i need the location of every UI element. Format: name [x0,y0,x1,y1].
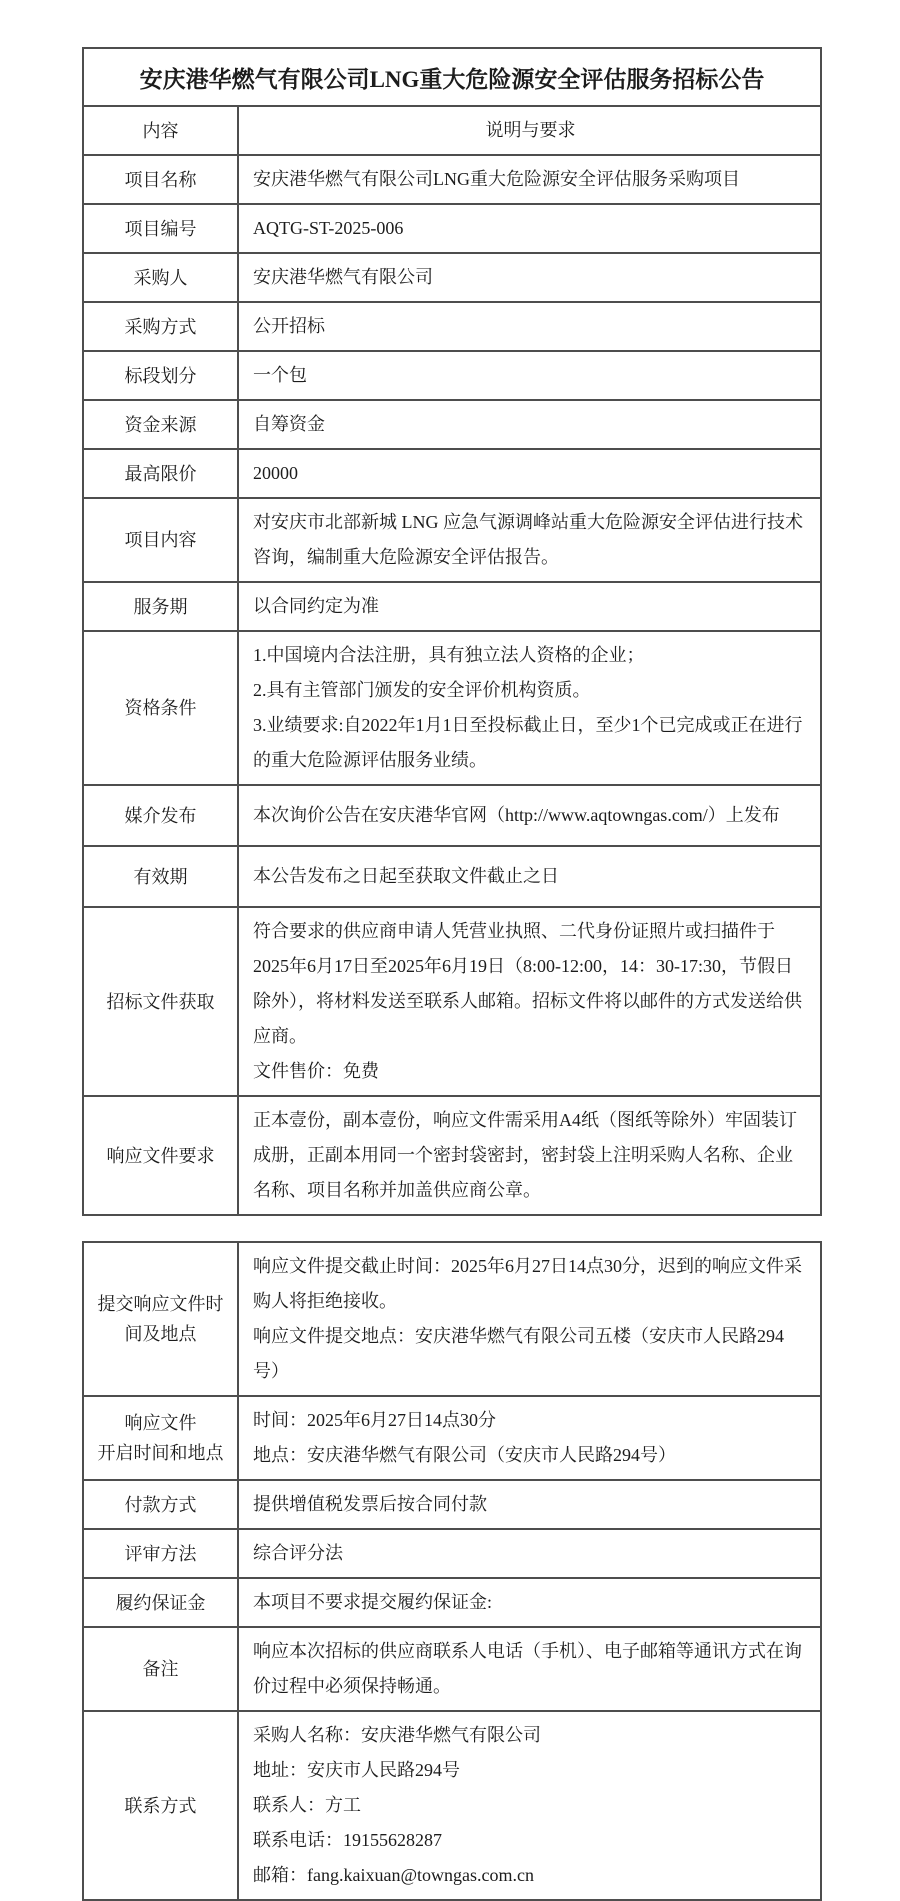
row-label-line: 服务期 [133,596,188,617]
row-content-paragraph: 提供增值税发票后按合同付款 [253,1494,487,1514]
row-content-paragraph: 安庆港华燃气有限公司LNG重大危险源安全评估服务采购项目 [253,169,740,189]
row-label-line: 间及地点 [124,1324,197,1344]
row-label-line: 项目编号 [124,218,197,239]
tender-details-table [82,1241,822,1901]
row-content-paragraph: 本次询价公告在安庆港华官网（http://www.aqtowngas.com/）上发布 [253,805,780,825]
row-label-line: 资格条件 [124,698,197,718]
page-title: 安庆港华燃气有限公司LNG重大危险源安全评估服务招标公告 [139,66,765,92]
table-row [84,1095,820,1214]
table-row [84,1243,820,1395]
row-content-paragraph: 对安庆市北部新城 LNG 应急气源调峰站重大危险源安全评估进行技术咨询，编制重大危险源安全评估报告。 [253,512,803,567]
table-header-row [84,105,820,154]
row-content-paragraph: 20000 [253,463,298,483]
row-content-paragraph: 公开招标 [253,316,325,336]
row-label-line: 提交响应文件时 [97,1294,224,1314]
row-label [84,908,239,1095]
row-label [84,1243,239,1395]
row-label-line: 媒介发布 [124,805,197,826]
header-content-column: 内容 [84,107,239,154]
row-label-line: 开启时间和地点 [97,1443,224,1463]
row-label [84,1097,239,1214]
row-label [84,254,239,301]
row-label-line: 采购方式 [124,316,197,337]
row-content [239,156,820,203]
row-label-line: 标段划分 [124,365,197,386]
row-label-line: 最高限价 [124,463,197,484]
row-label [84,1397,239,1479]
table-row [84,845,820,906]
row-label [84,1628,239,1710]
row-content-paragraph: 一个包 [253,365,307,385]
row-content-paragraph: AQTG-ST-2025-006 [253,218,404,238]
row-content-paragraph: 联系人：方工 [253,1795,361,1815]
row-content-paragraph: 联系电话：19155628287 [253,1830,442,1850]
table-row [84,154,820,203]
row-content [239,908,820,1095]
row-content-paragraph: 时间：2025年6月27日14点30分 [253,1410,496,1430]
row-content-paragraph: 3.业绩要求:自2022年1月1日至投标截止日，至少1个已完成或正在进行的重大危险源评估服务业绩。 [253,715,803,770]
row-content-paragraph: 2.具有主管部门颁发的安全评价机构资质。 [253,680,591,700]
row-content-paragraph: 响应文件提交地点：安庆港华燃气有限公司五楼（安庆市人民路294号） [253,1326,784,1381]
table-row [84,497,820,581]
row-content [239,1530,820,1577]
row-label [84,499,239,581]
header-description-column: 说明与要求 [485,120,576,140]
row-label [84,1530,239,1577]
row-label [84,632,239,784]
row-label [84,401,239,448]
row-label [84,1712,239,1899]
table-row [84,301,820,350]
row-label [84,352,239,399]
row-content-paragraph: 安庆港华燃气有限公司 [253,267,433,287]
row-label-line: 评审方法 [124,1543,197,1564]
table-row [84,1479,820,1528]
row-label-line: 备注 [142,1659,179,1679]
row-content [239,205,820,252]
row-content-paragraph: 文件售价：免费 [253,1061,379,1081]
row-label-line: 项目名称 [124,169,197,190]
row-content [239,1397,820,1479]
table-row [84,203,820,252]
table1-rows [84,154,820,1214]
row-label-line: 联系方式 [124,1795,197,1816]
row-content [239,583,820,630]
row-label-line: 资金来源 [124,414,197,435]
row-content-paragraph: 综合评分法 [253,1543,343,1563]
row-label-line: 有效期 [133,866,188,887]
row-label-line: 项目内容 [124,530,197,550]
row-label-line: 付款方式 [124,1494,197,1515]
row-label-line: 响应文件要求 [106,1145,215,1166]
row-content [239,352,820,399]
row-label-line: 采购人 [133,267,188,288]
row-content [239,303,820,350]
row-content-paragraph: 采购人名称：安庆港华燃气有限公司 [253,1725,541,1745]
row-content-paragraph: 响应文件提交截止时间：2025年6月27日14点30分，迟到的响应文件采购人将拒绝接收。 [253,1256,802,1311]
row-label [84,303,239,350]
row-content [239,401,820,448]
row-content-paragraph: 地点：安庆港华燃气有限公司（安庆市人民路294号） [253,1445,676,1465]
row-label-line: 响应文件 [124,1413,197,1433]
row-content-paragraph: 1.中国境内合法注册，具有独立法人资格的企业； [253,645,645,665]
tender-announcement-table [82,47,822,1216]
table-row [84,1395,820,1479]
row-label [84,1579,239,1626]
table-row [84,1710,820,1899]
row-content [239,1579,820,1626]
row-content [239,450,820,497]
row-content [239,847,820,906]
table-row [84,581,820,630]
table-row [84,399,820,448]
row-label [84,847,239,906]
row-content [239,254,820,301]
row-label [84,156,239,203]
row-content-paragraph: 邮箱：fang.kaixuan@towngas.com.cn [253,1865,535,1885]
table-row [84,350,820,399]
row-content-paragraph: 响应本次招标的供应商联系人电话（手机）、电子邮箱等通讯方式在询价过程中必须保持畅通。 [253,1641,802,1696]
table-row [84,1577,820,1626]
row-content-paragraph: 符合要求的供应商申请人凭营业执照、二代身份证照片或扫描件于2025年6月17日至2025年6月19日（8:00-12:00，14：30-17:30，节假日除外），将材料发送至联系人邮箱。招标文件将以邮件的方式发送给供应商。 [253,921,802,1046]
table-row [84,906,820,1095]
row-content-paragraph: 地址：安庆市人民路294号 [253,1760,460,1780]
row-content [239,499,820,581]
row-label [84,786,239,845]
row-content-paragraph: 正本壹份，副本壹份，响应文件需采用A4纸（图纸等除外）牢固装订成册，正副本用同一个密封袋密封，密封袋上注明采购人名称、企业名称、项目名称并加盖供应商公章。 [253,1110,797,1200]
row-content [239,1243,820,1395]
row-label [84,583,239,630]
row-label-line: 招标文件获取 [106,991,215,1012]
row-label [84,1481,239,1528]
row-label [84,205,239,252]
row-label-line: 履约保证金 [115,1592,206,1613]
table-row [84,252,820,301]
row-content-paragraph: 本公告发布之日起至获取文件截止之日 [253,866,559,886]
table-row [84,630,820,784]
row-content [239,1481,820,1528]
table2-rows [84,1243,820,1899]
table-row [84,448,820,497]
row-label [84,450,239,497]
table-row [84,1626,820,1710]
row-content [239,1712,820,1899]
row-content [239,1628,820,1710]
row-content-paragraph: 自筹资金 [253,414,325,434]
row-content [239,632,820,784]
table-row [84,784,820,845]
row-content [239,786,820,845]
row-content-paragraph: 本项目不要求提交履约保证金: [253,1592,492,1612]
row-content-paragraph: 以合同约定为准 [253,596,379,616]
row-content [239,1097,820,1214]
table-row [84,1528,820,1577]
